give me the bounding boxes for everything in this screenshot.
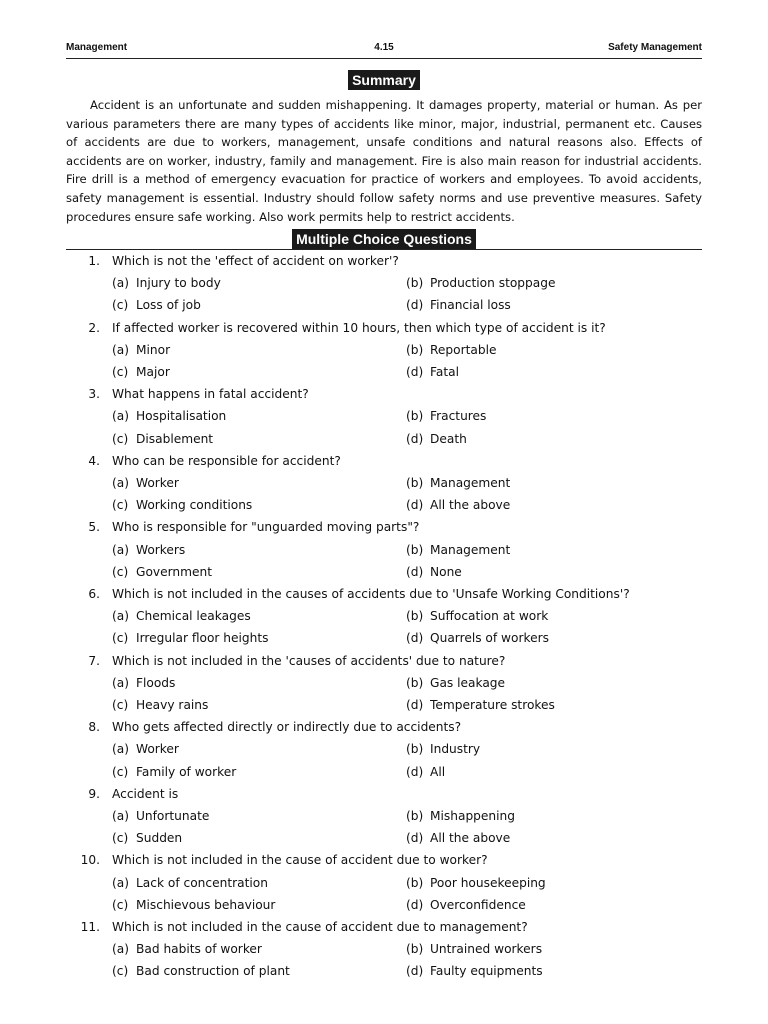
- option-text-b: Mishappening: [430, 809, 515, 823]
- question-number: 2.: [88, 320, 100, 335]
- question-11: [0, 920, 768, 942]
- option-label-c: (c): [112, 298, 129, 313]
- option-label-a: (a): [112, 542, 129, 557]
- option-text-d: Faulty equipments: [430, 964, 543, 979]
- question-number: 11.: [80, 920, 100, 934]
- option-text-a: Floods: [136, 675, 176, 690]
- header-book-title: Management: [66, 42, 128, 53]
- option-text-c: Heavy rains: [136, 698, 209, 712]
- option-text-c: Loss of job: [136, 298, 201, 313]
- option-label-c: (c): [112, 498, 129, 513]
- option-label-c: (c): [112, 698, 129, 712]
- option-label-a: (a): [112, 675, 129, 690]
- option-label-a: (a): [112, 476, 129, 490]
- option-label-b: (b): [406, 476, 424, 490]
- question-number: 4.: [88, 453, 100, 468]
- question-text: Which is not included in the cause of accident due to worker?: [112, 853, 488, 868]
- option-label-d: (d): [406, 631, 424, 646]
- question-6: [0, 587, 768, 609]
- option-text-d: All the above: [430, 831, 511, 846]
- option-text-c: Family of worker: [136, 764, 237, 779]
- options-row: [0, 432, 768, 454]
- header-chapter-title: Safety Management: [608, 42, 702, 53]
- question-text: Which is not included in the causes of accidents due to 'Unsafe Working Conditions'?: [112, 587, 630, 601]
- header-page-number: 4.15: [374, 42, 394, 53]
- option-text-d: Financial loss: [430, 298, 511, 313]
- question-number: 9.: [88, 786, 100, 801]
- option-label-c: (c): [112, 365, 129, 379]
- option-label-a: (a): [112, 875, 129, 890]
- option-label-d: (d): [406, 498, 424, 513]
- option-label-c: (c): [112, 764, 129, 779]
- option-text-b: Gas leakage: [430, 675, 506, 690]
- option-text-a: Worker: [136, 476, 179, 490]
- option-text-d: All: [430, 764, 446, 779]
- options-row: [0, 609, 768, 631]
- option-label-a: (a): [112, 609, 129, 624]
- question-text: Who is responsible for "unguarded moving parts"?: [112, 520, 420, 535]
- question-7: [0, 654, 768, 676]
- options-row: [0, 831, 768, 853]
- option-text-c: Working conditions: [136, 498, 253, 513]
- options-row: [0, 343, 768, 365]
- question-text: Which is not included in the 'causes of accidents' due to nature?: [112, 653, 506, 668]
- option-text-b: Suffocation at work: [430, 609, 549, 624]
- question-text: Accident is: [112, 786, 179, 801]
- mcq-heading: Multiple Choice Questions: [292, 229, 476, 249]
- option-label-d: (d): [406, 431, 424, 446]
- option-label-b: (b): [406, 542, 424, 557]
- question-number: 7.: [88, 653, 100, 668]
- option-text-c: Major: [136, 365, 170, 379]
- question-3: [0, 387, 768, 409]
- option-text-b: Industry: [430, 742, 481, 757]
- option-text-b: Untrained workers: [430, 942, 543, 957]
- option-label-b: (b): [406, 942, 424, 957]
- question-8: [0, 720, 768, 742]
- options-row: [0, 409, 768, 431]
- options-row: [0, 876, 768, 898]
- question-number: 6.: [88, 587, 100, 601]
- options-row: [0, 543, 768, 565]
- question-text: What happens in fatal accident?: [112, 387, 309, 402]
- options-row: [0, 498, 768, 520]
- option-label-c: (c): [112, 897, 129, 912]
- question-number: 8.: [88, 720, 100, 735]
- question-number: 10.: [80, 853, 100, 868]
- option-label-d: (d): [406, 564, 424, 579]
- option-label-a: (a): [112, 342, 129, 357]
- option-label-a: (a): [112, 809, 129, 823]
- option-text-c: Mischievous behaviour: [136, 897, 276, 912]
- question-text: If affected worker is recovered within 10 hours, then which type of accident is it?: [112, 320, 606, 335]
- question-number: 5.: [88, 520, 100, 535]
- option-text-a: Worker: [136, 742, 179, 757]
- option-label-c: (c): [112, 564, 129, 579]
- option-text-a: Minor: [136, 342, 171, 357]
- option-label-a: (a): [112, 409, 129, 424]
- option-label-d: (d): [406, 698, 424, 712]
- header-rule: [66, 58, 702, 59]
- question-2: [0, 321, 768, 343]
- question-text: Which is not the 'effect of accident on worker'?: [112, 254, 399, 268]
- option-text-c: Bad construction of plant: [136, 964, 290, 979]
- option-text-a: Workers: [136, 542, 186, 557]
- option-text-c: Sudden: [136, 831, 183, 846]
- options-row: [0, 365, 768, 387]
- option-text-d: Overconfidence: [430, 897, 526, 912]
- options-row: [0, 276, 768, 298]
- option-label-b: (b): [406, 342, 424, 357]
- option-text-b: Reportable: [430, 342, 497, 357]
- option-label-d: (d): [406, 298, 424, 313]
- option-text-c: Disablement: [136, 431, 214, 446]
- option-label-a: (a): [112, 742, 129, 757]
- option-label-b: (b): [406, 609, 424, 624]
- option-text-a: Injury to body: [136, 276, 221, 291]
- option-label-c: (c): [112, 831, 129, 846]
- question-5: [0, 520, 768, 542]
- option-text-b: Production stoppage: [430, 276, 556, 291]
- question-number: 3.: [88, 387, 100, 402]
- option-text-d: None: [430, 564, 462, 579]
- option-label-b: (b): [406, 809, 424, 823]
- option-label-d: (d): [406, 764, 424, 779]
- question-number: 1.: [88, 254, 100, 268]
- option-text-a: Lack of concentration: [136, 875, 268, 890]
- question-1: [0, 254, 768, 276]
- options-row: [0, 809, 768, 831]
- option-label-c: (c): [112, 631, 129, 646]
- question-text: Which is not included in the cause of accident due to management?: [112, 920, 528, 934]
- option-label-a: (a): [112, 276, 129, 291]
- question-4: [0, 454, 768, 476]
- option-text-a: Chemical leakages: [136, 609, 251, 624]
- options-row: [0, 631, 768, 653]
- option-label-b: (b): [406, 675, 424, 690]
- options-row: [0, 565, 768, 587]
- option-label-d: (d): [406, 365, 424, 379]
- question-9: [0, 787, 768, 809]
- options-row: [0, 964, 768, 986]
- option-label-b: (b): [406, 409, 424, 424]
- options-row: [0, 676, 768, 698]
- summary-paragraph: Accident is an unfortunate and sudden mishappening. It damages property, material or human. As per various parameters there are many types of accidents like minor, major, industrial, permanent etc. Causes of accidents are due to workers, management, unsafe conditions and natural reasons also. Effects of accidents are on worker, industry, family and management. Fire is also main reason for industrial accidents. Fire drill is a method of emergency evacuation for practice of workers and employees. To avoid accidents, safety management is essential. Industry should follow safety norms and use preventive measures. Safety procedures ensure safe working. Also work permits help to restrict accidents.: [66, 98, 702, 224]
- option-text-b: Fractures: [430, 409, 487, 424]
- option-text-a: Unfortunate: [136, 809, 210, 823]
- summary-heading: Summary: [348, 70, 420, 90]
- option-text-b: Management: [430, 542, 511, 557]
- options-row: [0, 742, 768, 764]
- option-text-d: Fatal: [430, 365, 459, 379]
- option-label-d: (d): [406, 831, 424, 846]
- question-text: Who gets affected directly or indirectly due to accidents?: [112, 720, 462, 735]
- option-text-d: All the above: [430, 498, 511, 513]
- options-row: [0, 476, 768, 498]
- option-label-d: (d): [406, 897, 424, 912]
- option-text-a: Bad habits of worker: [136, 942, 262, 957]
- summary-heading-box: [0, 70, 768, 90]
- option-text-c: Government: [136, 564, 213, 579]
- options-row: [0, 942, 768, 964]
- option-text-b: Management: [430, 476, 511, 490]
- option-text-d: Temperature strokes: [430, 698, 555, 712]
- option-text-d: Quarrels of workers: [430, 631, 549, 646]
- option-label-b: (b): [406, 742, 424, 757]
- running-header: [66, 42, 702, 56]
- option-label-a: (a): [112, 942, 129, 957]
- question-10: [0, 853, 768, 875]
- options-row: [0, 765, 768, 787]
- options-row: [0, 298, 768, 320]
- option-label-d: (d): [406, 964, 424, 979]
- option-text-c: Irregular floor heights: [136, 631, 269, 646]
- option-text-b: Poor housekeeping: [430, 875, 546, 890]
- question-text: Who can be responsible for accident?: [112, 453, 341, 468]
- options-row: [0, 898, 768, 920]
- option-label-c: (c): [112, 431, 129, 446]
- mcq-heading-rule: [66, 249, 702, 250]
- options-row: [0, 698, 768, 720]
- option-label-b: (b): [406, 276, 424, 291]
- option-label-c: (c): [112, 964, 129, 979]
- option-text-d: Death: [430, 431, 467, 446]
- mcq-heading-box: [0, 229, 768, 249]
- option-text-a: Hospitalisation: [136, 409, 227, 424]
- summary-section: [66, 96, 702, 226]
- option-label-b: (b): [406, 875, 424, 890]
